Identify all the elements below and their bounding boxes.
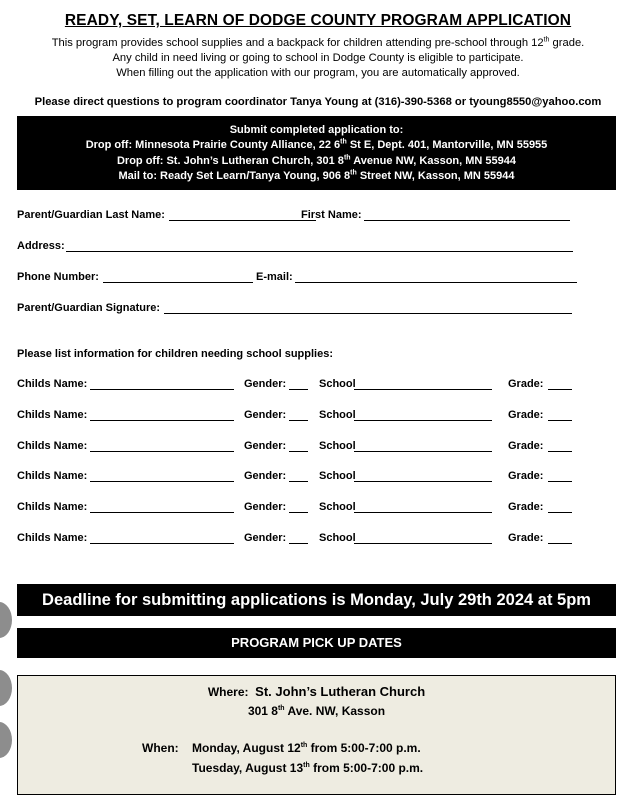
- last-name-field[interactable]: [169, 220, 316, 221]
- child-name-label: Childs Name:: [17, 378, 88, 390]
- address-label: Address:: [17, 240, 65, 252]
- address-row: [17, 240, 617, 254]
- school-field[interactable]: [354, 389, 492, 390]
- gender-field[interactable]: [289, 451, 308, 452]
- first-name-field[interactable]: [364, 220, 570, 221]
- phone-email-row: [17, 271, 617, 285]
- child-row: [17, 440, 617, 454]
- pickup-heading: PROGRAM PICK UP DATES: [17, 628, 616, 658]
- where-label: Where:: [207, 685, 249, 699]
- gender-label: Gender:: [244, 501, 287, 513]
- submit-instructions-box: [17, 116, 616, 190]
- deadline-banner: Deadline for submitting applications is Monday, July 29th 2024 at 5pm: [17, 584, 616, 616]
- pickup-date-2: Tuesday, August 13th from 5:00-7:00 p.m.: [192, 761, 424, 775]
- child-name-field[interactable]: [90, 389, 234, 390]
- gender-field[interactable]: [289, 389, 308, 390]
- email-field[interactable]: [295, 282, 577, 283]
- side-tab-circle: [0, 722, 12, 758]
- grade-label: Grade:: [508, 532, 544, 544]
- child-row: [17, 501, 617, 515]
- child-name-field[interactable]: [90, 451, 234, 452]
- pickup-date-1: Monday, August 12th from 5:00-7:00 p.m.: [192, 741, 421, 755]
- gender-field[interactable]: [289, 543, 308, 544]
- where-address: 301 8th Ave. NW, Kasson: [247, 704, 386, 718]
- grade-field[interactable]: [548, 451, 572, 452]
- school-field[interactable]: [354, 481, 492, 482]
- phone-field[interactable]: [103, 282, 253, 283]
- grade-field[interactable]: [548, 543, 572, 544]
- children-heading: Please list information for children needing school supplies:: [17, 348, 333, 360]
- last-name-label: Parent/Guardian Last Name:: [17, 209, 165, 221]
- where-place: St. John’s Lutheran Church: [255, 684, 426, 699]
- school-field[interactable]: [354, 451, 492, 452]
- gender-label: Gender:: [244, 409, 287, 421]
- submit-heading: Submit completed application to:: [229, 124, 404, 136]
- when-label: When:: [142, 741, 179, 755]
- where-line: [17, 684, 616, 699]
- grade-label: Grade:: [508, 378, 544, 390]
- child-name-field[interactable]: [90, 481, 234, 482]
- contact-line: Please direct questions to program coordinator Tanya Young at (316)-390-5368 or tyoung8550@yahoo.com: [34, 96, 602, 108]
- school-label: School: [319, 378, 356, 390]
- grade-field[interactable]: [548, 420, 572, 421]
- side-tab-circle: [0, 602, 12, 638]
- gender-label: Gender:: [244, 378, 287, 390]
- mail-line: Mail to: Ready Set Learn/Tanya Young, 906 8th Street NW, Kasson, MN 55944: [118, 169, 515, 183]
- school-label: School: [319, 409, 356, 421]
- gender-label: Gender:: [244, 470, 287, 482]
- grade-label: Grade:: [508, 501, 544, 513]
- name-row: [17, 209, 617, 223]
- grade-label: Grade:: [508, 440, 544, 452]
- dropoff-line-2: Drop off: St. John’s Lutheran Church, 301 8th Avenue NW, Kasson, MN 55944: [116, 154, 517, 167]
- signature-row: [17, 302, 617, 316]
- grade-field[interactable]: [548, 389, 572, 390]
- signature-label: Parent/Guardian Signature:: [17, 302, 161, 314]
- page-title: READY, SET, LEARN OF DODGE COUNTY PROGRAM APPLICATION: [64, 12, 572, 29]
- school-field[interactable]: [354, 512, 492, 513]
- gender-field[interactable]: [289, 481, 308, 482]
- dropoff-line-1: Drop off: Minnesota Prairie County Alliance, 22 6th St E, Dept. 401, Mantorville, MN 55955: [85, 138, 548, 152]
- signature-field[interactable]: [164, 313, 572, 314]
- email-label: E-mail:: [256, 271, 293, 283]
- grade-label: Grade:: [508, 409, 544, 421]
- first-name-label: First Name:: [301, 209, 362, 221]
- school-field[interactable]: [354, 420, 492, 421]
- school-label: School: [319, 501, 356, 513]
- child-name-field[interactable]: [90, 512, 234, 513]
- grade-field[interactable]: [548, 481, 572, 482]
- school-label: School: [319, 532, 356, 544]
- gender-field[interactable]: [289, 512, 308, 513]
- grade-label: Grade:: [508, 470, 544, 482]
- gender-label: Gender:: [244, 440, 287, 452]
- child-name-field[interactable]: [90, 420, 234, 421]
- child-name-label: Childs Name:: [17, 501, 88, 513]
- child-name-label: Childs Name:: [17, 409, 88, 421]
- intro-line-1: This program provides school supplies and a backpack for children attending pre-school through 12th grade.: [51, 36, 585, 49]
- grade-field[interactable]: [548, 512, 572, 513]
- gender-field[interactable]: [289, 420, 308, 421]
- child-row: [17, 378, 617, 392]
- child-name-label: Childs Name:: [17, 532, 88, 544]
- side-tab-circle: [0, 670, 12, 706]
- school-label: School: [319, 470, 356, 482]
- child-row: [17, 470, 617, 484]
- when-line-1: [142, 741, 421, 755]
- intro-line-3: When filling out the application with our program, you are automatically approved.: [116, 67, 520, 79]
- school-label: School: [319, 440, 356, 452]
- child-row: [17, 532, 617, 546]
- gender-label: Gender:: [244, 532, 287, 544]
- child-name-label: Childs Name:: [17, 440, 88, 452]
- address-field[interactable]: [66, 251, 573, 252]
- child-name-field[interactable]: [90, 543, 234, 544]
- intro-line-2: Any child in need living or going to school in Dodge County is eligible to participate.: [112, 52, 524, 64]
- child-row: [17, 409, 617, 423]
- phone-label: Phone Number:: [17, 271, 99, 283]
- child-name-label: Childs Name:: [17, 470, 88, 482]
- school-field[interactable]: [354, 543, 492, 544]
